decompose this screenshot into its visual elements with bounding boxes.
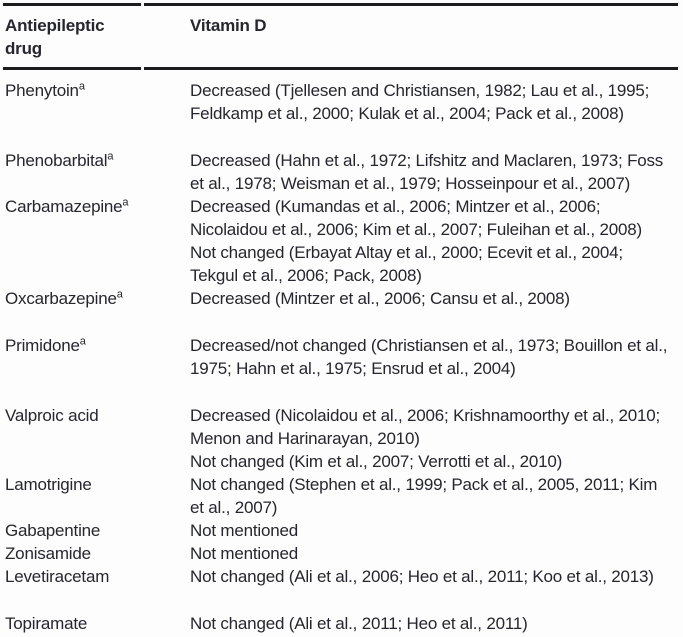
vitamin-d-finding: Not changed (Stephen et al., 1999; Pack et al., 2005, 2011; Kim et al., 2007) — [190, 475, 658, 517]
table-row — [3, 149, 678, 195]
vitamin-d-cell — [144, 473, 678, 519]
table-row — [3, 334, 678, 404]
vitamin-d-finding: Decreased (Hahn et al., 1972; Lifshitz and Maclaren, 1973; Foss et al., 1978; Weisman et al., 1979; Hosseinpour et al., 2007) — [190, 151, 664, 193]
drug-name-cell — [3, 334, 141, 404]
drug-name: Primidone — [5, 336, 80, 355]
vitamin-d-finding: Decreased/not changed (Christiansen et al., 1973; Bouillon et al., 1975; Hahn et al., 1975; Ensrud et al., 2004) — [190, 336, 668, 378]
vitamin-d-finding: Decreased (Mintzer et al., 2006; Cansu et al., 2008) — [190, 289, 570, 308]
drug-name: Phenytoin — [5, 81, 79, 100]
drug-name-cell — [3, 287, 141, 334]
drug-name-cell — [3, 149, 141, 195]
drug-name-cell — [3, 70, 141, 149]
vitamin-d-finding: Decreased (Tjellesen and Christiansen, 1982; Lau et al., 1995; Feldkamp et al., 2000; Kulak et al., 2004; Pack et al., 2008) — [190, 81, 650, 123]
column-header-antiepileptic-drug: Antiepileptic drug — [3, 3, 141, 70]
table-row — [3, 404, 678, 473]
table-row — [3, 473, 678, 519]
column-header-vitamin-d: Vitamin D — [144, 3, 678, 70]
drug-name: Phenobarbital — [5, 151, 108, 170]
drug-name: Lamotrigine — [5, 475, 92, 494]
table-row — [3, 565, 678, 612]
vitamin-d-finding: Not mentioned — [190, 521, 298, 540]
table-body — [3, 70, 678, 637]
paper-table-page — [0, 3, 683, 637]
drug-name-cell — [3, 565, 141, 612]
footnote-marker: a — [122, 196, 129, 209]
drug-name: Oxcarbazepine — [5, 289, 117, 308]
vitamin-d-finding: Decreased (Nicolaidou et al., 2006; Krishnamoorthy et al., 2010; Menon and Harinarayan, 2010) — [190, 406, 661, 448]
drug-name: Zonisamide — [5, 544, 91, 563]
drug-name: Topiramate — [5, 614, 88, 633]
drug-name: Levetiracetam — [5, 567, 110, 586]
table-row — [3, 287, 678, 334]
drug-name-cell — [3, 473, 141, 519]
table-row — [3, 612, 678, 637]
vitamin-d-finding: Not changed (Kim et al., 2007; Verrotti et al., 2010) — [190, 452, 563, 471]
footnote-marker: a — [78, 80, 85, 93]
vitamin-d-cell — [144, 404, 678, 473]
vitamin-d-cell — [144, 70, 678, 149]
vitamin-d-cell — [144, 195, 678, 287]
drug-name: Valproic acid — [5, 406, 99, 425]
antiepileptic-vitamin-d-table — [0, 3, 681, 637]
footnote-marker: a — [107, 150, 114, 163]
vitamin-d-finding: Not mentioned — [190, 544, 298, 563]
vitamin-d-cell — [144, 287, 678, 334]
vitamin-d-cell — [144, 519, 678, 542]
header-row — [3, 3, 678, 70]
table-row — [3, 195, 678, 287]
table-header — [3, 3, 678, 70]
vitamin-d-cell — [144, 542, 678, 565]
vitamin-d-cell — [144, 334, 678, 404]
table-row — [3, 70, 678, 149]
vitamin-d-cell — [144, 565, 678, 612]
drug-name-cell — [3, 612, 141, 637]
drug-name-cell — [3, 404, 141, 473]
vitamin-d-finding: Decreased (Kumandas et al., 2006; Mintzer et al., 2006; Nicolaidou et al., 2006; Kim et al., 2007; Fuleihan et al., 2008) — [190, 197, 642, 239]
footnote-marker: a — [79, 335, 86, 348]
drug-name-cell — [3, 195, 141, 287]
drug-name: Gabapentine — [5, 521, 101, 540]
vitamin-d-cell — [144, 612, 678, 637]
vitamin-d-finding: Not changed (Erbayat Altay et al., 2000; Ecevit et al., 2004; Tekgul et al., 2006; Pack, 2008) — [190, 243, 623, 285]
vitamin-d-finding: Not changed (Ali et al., 2011; Heo et al., 2011) — [190, 614, 528, 633]
table-row — [3, 542, 678, 565]
vitamin-d-cell — [144, 149, 678, 195]
drug-name: Carbamazepine — [5, 197, 123, 216]
drug-name-cell — [3, 519, 141, 542]
table-row — [3, 519, 678, 542]
footnote-marker: a — [116, 288, 123, 301]
vitamin-d-finding: Not changed (Ali et al., 2006; Heo et al., 2011; Koo et al., 2013) — [190, 567, 654, 586]
drug-name-cell — [3, 542, 141, 565]
